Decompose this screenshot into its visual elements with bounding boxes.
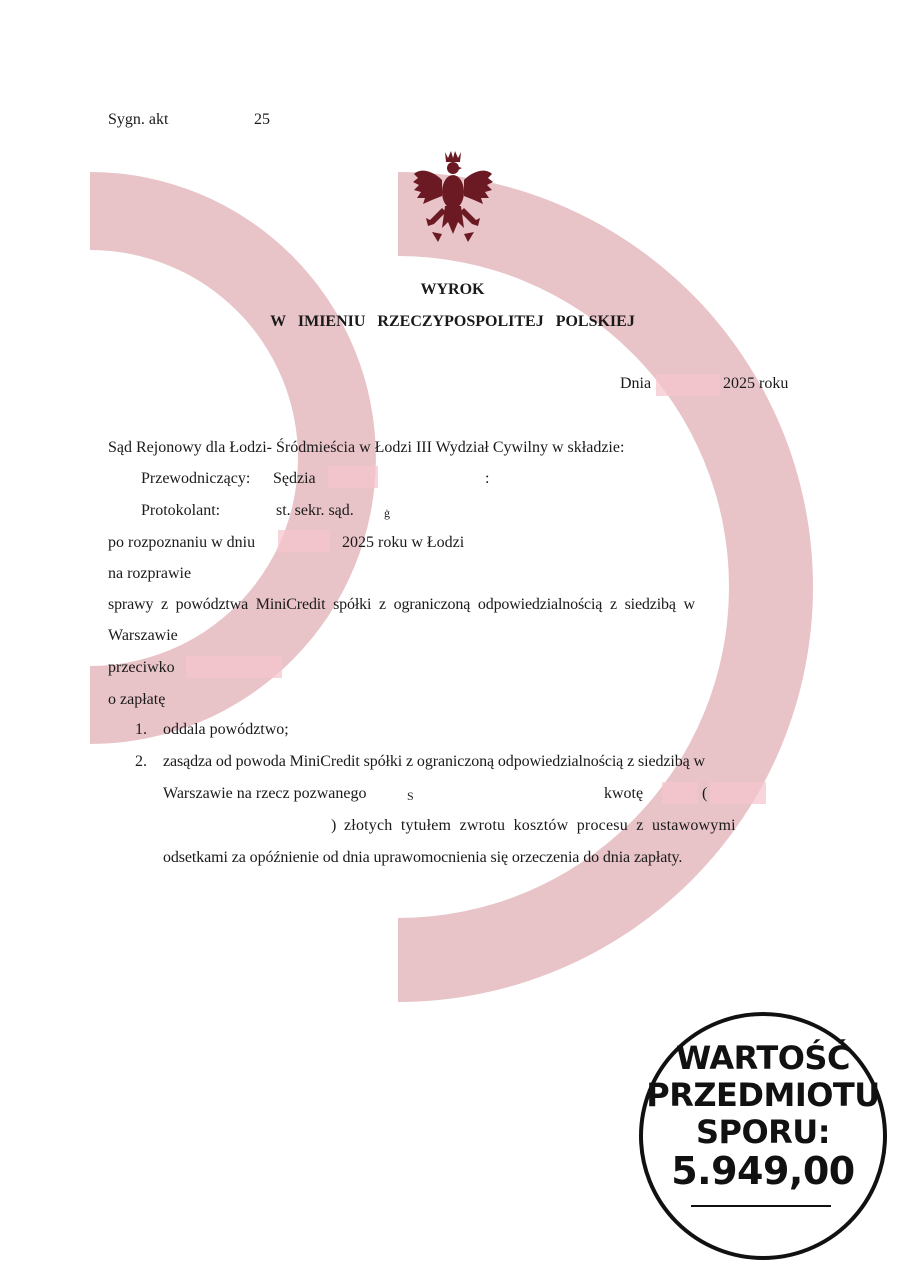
clerk-tail: ġ	[384, 506, 390, 520]
ruling-text: kwotę	[604, 785, 644, 802]
clerk-value: st. sekr. sąd.	[276, 502, 354, 519]
date-suffix: 2025 roku	[723, 375, 789, 392]
ruling-text: oddala powództwo;	[163, 721, 289, 738]
ruling-text: zasądza od powoda MiniCredit spółki z ograniczoną odpowiedzialnością z siedzibą w	[163, 753, 705, 770]
chair-value: Sędzia	[273, 470, 316, 487]
ruling-number: 2.	[135, 753, 147, 770]
case-line-2: Warszawie	[108, 627, 178, 644]
redaction	[710, 782, 766, 804]
document-subtitle: W IMIENIU RZECZYPOSPOLITEJ POLSKIEJ	[270, 313, 635, 330]
chair-tail: :	[485, 470, 490, 487]
date-prefix: Dnia	[620, 375, 652, 392]
redaction	[662, 782, 698, 804]
redaction	[186, 656, 282, 678]
stamp-line-2: PRZEDMIOTU	[646, 1076, 880, 1114]
redaction	[278, 530, 330, 552]
subject-text: o zapłatę	[108, 691, 166, 708]
ruling-text: złotych tytułem zwrotu kosztów procesu z ustawowymi	[344, 817, 736, 834]
examination-prefix: po rozpoznaniu w dniu	[108, 534, 256, 551]
ruling-text: Warszawie na rzecz pozwanego	[163, 785, 367, 802]
court-intro: Sąd Rejonowy dla Łodzi- Śródmieścia w Łodzi III Wydział Cywilny w składzie:	[108, 439, 625, 456]
eagle-emblem-icon	[412, 148, 494, 246]
document-title: WYROK	[420, 281, 485, 298]
hearing-text: na rozprawie	[108, 565, 192, 582]
stamp-line-1: WARTOŚĆ	[676, 1039, 850, 1077]
ruling-text: S	[407, 789, 414, 803]
ruling-number: 1.	[135, 721, 147, 738]
case-line-1: sprawy z powództwa MiniCredit spółki z ograniczoną odpowiedzialnością z siedzibą w	[108, 596, 695, 613]
stamp-value: 5.949,00	[671, 1149, 855, 1193]
chair-label: Przewodniczący:	[141, 470, 251, 487]
redaction	[328, 466, 378, 488]
stamp-line-3: SPORU:	[695, 1113, 831, 1151]
stamp-underline	[691, 1205, 831, 1207]
ruling-text: odsetkami za opóźnienie od dnia uprawomocnienia się orzeczenia do dnia zapłaty.	[163, 849, 683, 866]
examination-suffix: 2025 roku w Łodzi	[342, 534, 465, 551]
redaction	[656, 374, 720, 396]
ruling-text: )	[331, 817, 337, 834]
case-signature-suffix: 25	[254, 111, 270, 128]
case-signature-prefix: Sygn. akt	[108, 111, 169, 128]
against-text: przeciwko	[108, 659, 175, 676]
clerk-label: Protokolant:	[141, 502, 221, 519]
ruling-text: (	[702, 785, 708, 802]
